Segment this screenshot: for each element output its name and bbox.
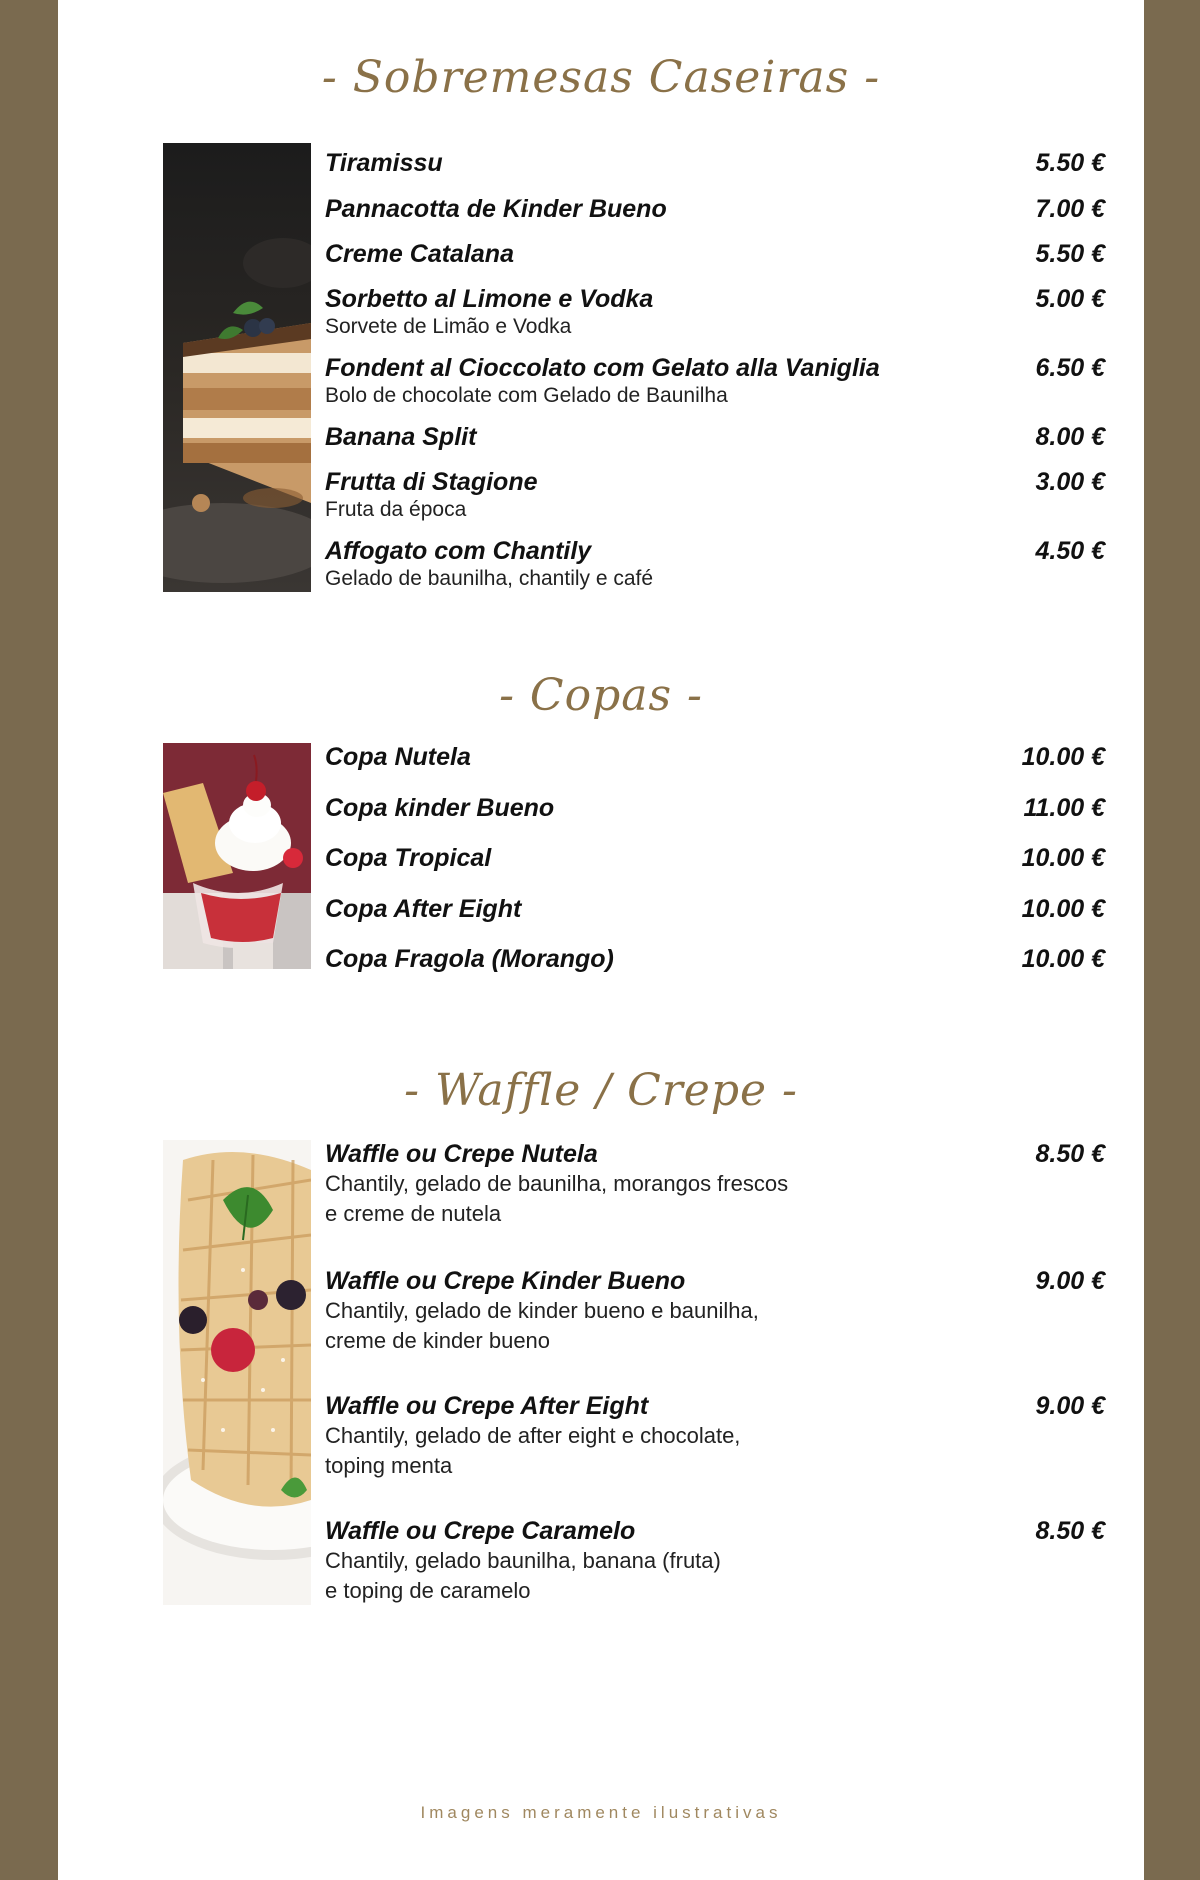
item-price: 4.50 € — [1035, 537, 1105, 565]
item-name: Waffle ou Crepe After Eight — [325, 1392, 649, 1420]
item-name: Copa Tropical — [325, 844, 492, 872]
item-price: 10.00 € — [1021, 945, 1105, 973]
item-name: Sorbetto al Limone e Vodka — [325, 285, 654, 313]
item-price: 10.00 € — [1021, 743, 1105, 771]
item-description: Chantily, gelado baunilha, banana (fruta) — [325, 1548, 721, 1573]
item-description: Gelado de baunilha, chantily e café — [325, 567, 654, 590]
item-price: 10.00 € — [1021, 844, 1105, 872]
item-description: Chantily, gelado de baunilha, morangos frescos — [325, 1171, 789, 1196]
item-name: Copa After Eight — [325, 895, 522, 923]
item-price: 5.00 € — [1035, 285, 1105, 313]
item-name: Waffle ou Crepe Caramelo — [325, 1517, 636, 1545]
section-title-waffle-crepe: - Waffle / Crepe - — [404, 1065, 798, 1116]
section-title-sobremesas: - Sobremesas Caseiras - — [321, 52, 881, 103]
menu-page — [58, 0, 1144, 1880]
footer-note: Imagens meramente ilustrativas — [420, 1803, 782, 1822]
item-name: Waffle ou Crepe Nutela — [325, 1140, 598, 1168]
item-name: Copa Nutela — [325, 743, 471, 771]
menu-item — [325, 239, 1105, 269]
item-description: e toping de caramelo — [325, 1578, 531, 1603]
sundae-photo — [163, 743, 311, 969]
menu-item — [325, 742, 1105, 772]
menu-item — [325, 793, 1105, 823]
menu-item — [325, 894, 1105, 924]
menu-item — [325, 353, 1105, 409]
item-price: 9.00 € — [1035, 1267, 1105, 1295]
item-price: 3.00 € — [1035, 468, 1105, 496]
item-price: 6.50 € — [1035, 354, 1105, 382]
menu-item — [325, 284, 1105, 340]
item-description: toping menta — [325, 1453, 453, 1478]
item-description: Chantily, gelado de kinder bueno e baunilha, — [325, 1298, 759, 1323]
item-name: Copa Fragola (Morango) — [325, 945, 614, 973]
item-description: Sorvete de Limão e Vodka — [325, 315, 572, 338]
item-price: 8.50 € — [1035, 1140, 1105, 1168]
item-description: Chantily, gelado de after eight e chocolate, — [325, 1423, 741, 1448]
menu-item — [325, 194, 1105, 224]
item-price: 11.00 € — [1023, 794, 1105, 822]
item-price: 7.00 € — [1035, 195, 1105, 223]
item-name: Affogato com Chantily — [325, 537, 592, 565]
menu-item — [325, 1516, 1105, 1606]
menu-item — [325, 944, 1105, 974]
menu-item — [325, 467, 1105, 523]
item-price: 5.50 € — [1035, 240, 1105, 268]
menu-item — [325, 1139, 1105, 1229]
item-name: Copa kinder Bueno — [325, 794, 555, 822]
menu-item — [325, 148, 1105, 178]
item-name: Banana Split — [325, 423, 477, 451]
menu-item — [325, 1266, 1105, 1356]
item-name: Creme Catalana — [325, 240, 514, 268]
tiramisu-photo — [163, 143, 311, 592]
menu-item — [325, 1391, 1105, 1481]
item-name: Waffle ou Crepe Kinder Bueno — [325, 1267, 686, 1295]
item-description: e creme de nutela — [325, 1201, 502, 1226]
item-price: 5.50 € — [1035, 149, 1105, 177]
item-description: creme de kinder bueno — [325, 1328, 551, 1353]
menu-item — [325, 536, 1105, 592]
item-name: Tiramissu — [325, 149, 443, 177]
waffle-photo — [163, 1140, 311, 1605]
item-price: 10.00 € — [1021, 895, 1105, 923]
section-title-copas: - Copas - — [499, 670, 703, 721]
menu-item — [325, 422, 1105, 452]
item-name: Fondent al Cioccolato com Gelato alla Vaniglia — [325, 354, 880, 382]
item-name: Pannacotta de Kinder Bueno — [325, 195, 667, 223]
item-price: 8.00 € — [1035, 423, 1105, 451]
item-name: Frutta di Stagione — [325, 468, 538, 496]
menu-item — [325, 843, 1105, 873]
item-description: Fruta da época — [325, 498, 467, 521]
item-price: 9.00 € — [1035, 1392, 1105, 1420]
item-description: Bolo de chocolate com Gelado de Baunilha — [325, 384, 728, 407]
item-price: 8.50 € — [1035, 1517, 1105, 1545]
